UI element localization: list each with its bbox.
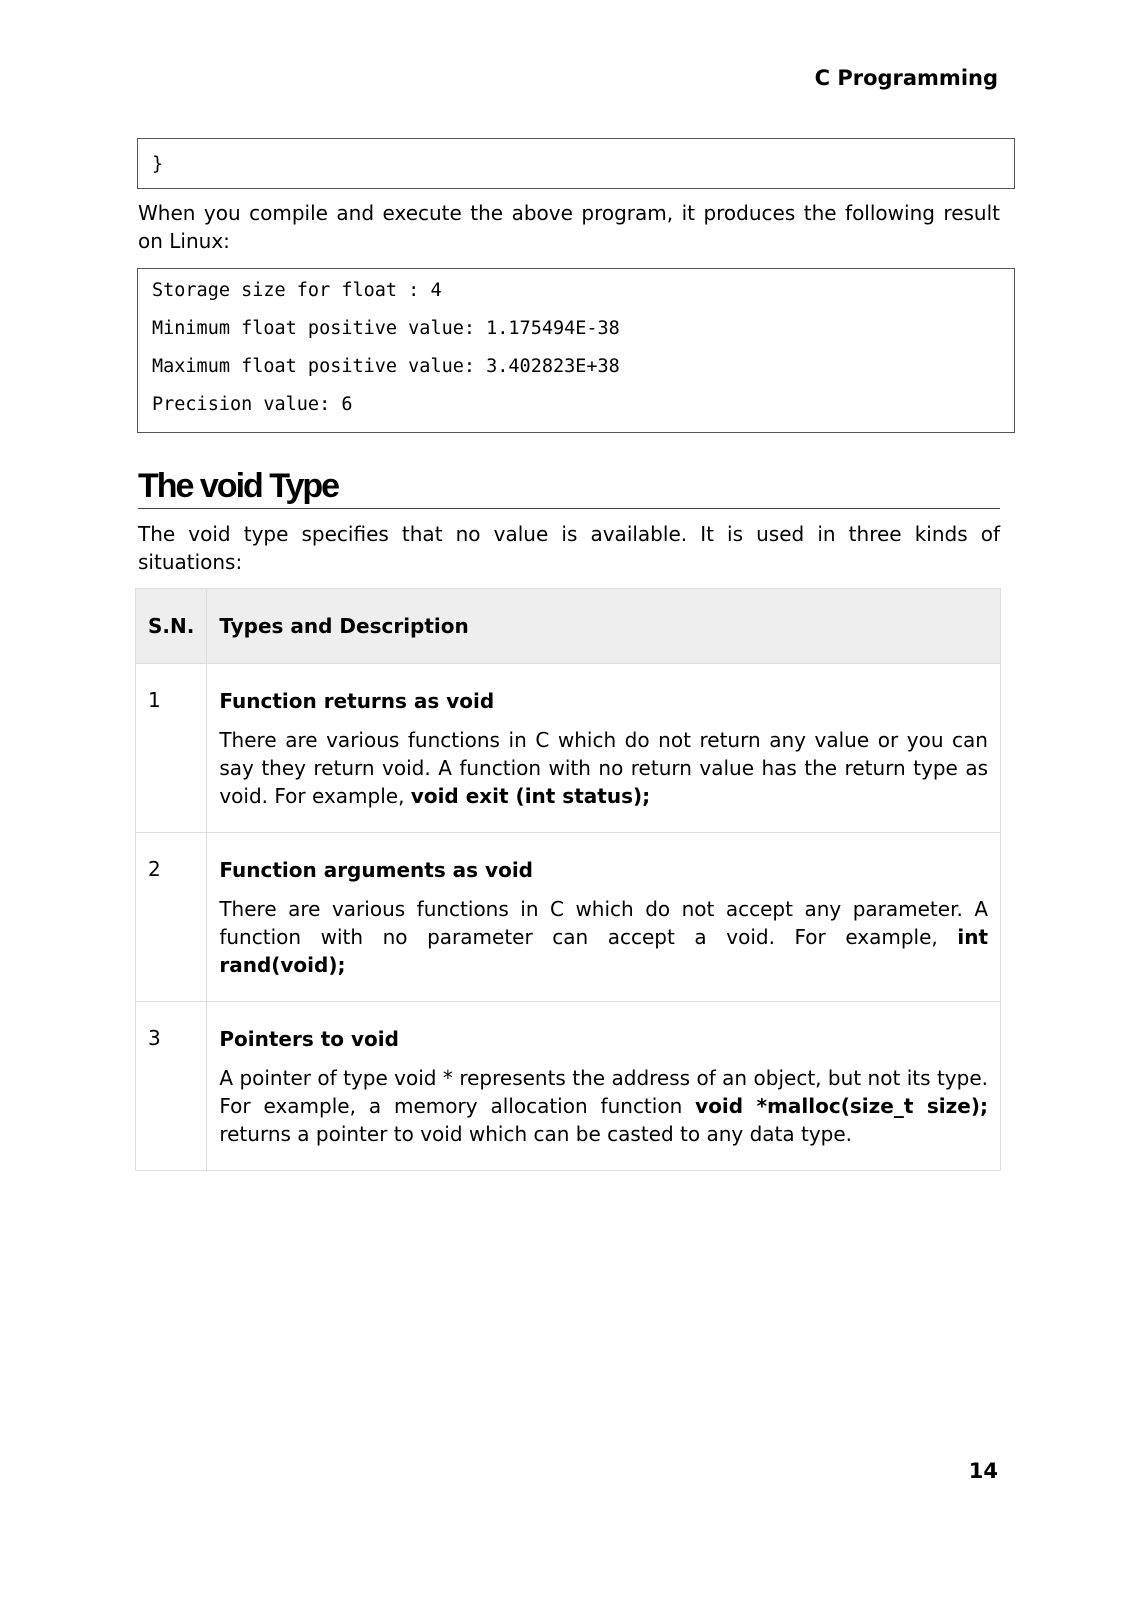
output-line: Storage size for float : 4 [152, 280, 442, 301]
table-row [136, 664, 1001, 833]
row-number: 3 [136, 1002, 207, 1171]
row-code-example: void exit (int status); [410, 784, 651, 808]
row-text-after: returns a pointer to void which can be casted to any data type. [219, 1122, 853, 1146]
output-line: Precision value: 6 [152, 394, 353, 415]
table-row [136, 833, 1001, 1002]
row-text [219, 726, 988, 810]
code-fragment-box [137, 138, 1015, 189]
row-text-body: There are various functions in C which do not return any value or you can say they return void. A function with no return value has the return type as void. For example, [219, 728, 988, 808]
row-text [219, 1064, 988, 1148]
row-text-body: There are various functions in C which do not accept any parameter. A function with no parameter can accept a void. For example, [219, 897, 988, 949]
row-number: 2 [136, 833, 207, 1002]
row-text [219, 895, 988, 979]
row-title: Pointers to void [219, 1027, 399, 1051]
row-number: 1 [136, 664, 207, 833]
row-code-example: int rand(void); [219, 925, 988, 977]
table-row [136, 1002, 1001, 1171]
output-line: Minimum float positive value: 1.175494E-38 [152, 318, 620, 339]
void-types-table [135, 588, 1001, 1171]
program-output-box [137, 268, 1015, 433]
row-title: Function returns as void [219, 689, 495, 713]
table-header-row [136, 589, 1001, 664]
page-number: 14 [968, 1459, 998, 1483]
running-header: C Programming [814, 66, 998, 90]
section-title: The void Type [138, 464, 1000, 509]
row-text-body: A pointer of type void * represents the address of an object, but not its type. For example, a memory allocation function [219, 1066, 988, 1118]
row-title: Function arguments as void [219, 858, 533, 882]
row-description [207, 1002, 1001, 1171]
row-code-example: void *malloc(size_t size); [695, 1094, 988, 1118]
output-line: Maximum float positive value: 3.402823E+38 [152, 356, 620, 377]
code-fragment-line: } [152, 154, 164, 175]
row-description [207, 664, 1001, 833]
column-header-description: Types and Description [207, 589, 1001, 664]
section-intro-paragraph: The void type specifies that no value is available. It is used in three kinds of situations: [138, 522, 1000, 574]
intro-paragraph: When you compile and execute the above program, it produces the following result on Linux: [138, 201, 1000, 253]
column-header-sn: S.N. [136, 589, 207, 664]
row-description [207, 833, 1001, 1002]
